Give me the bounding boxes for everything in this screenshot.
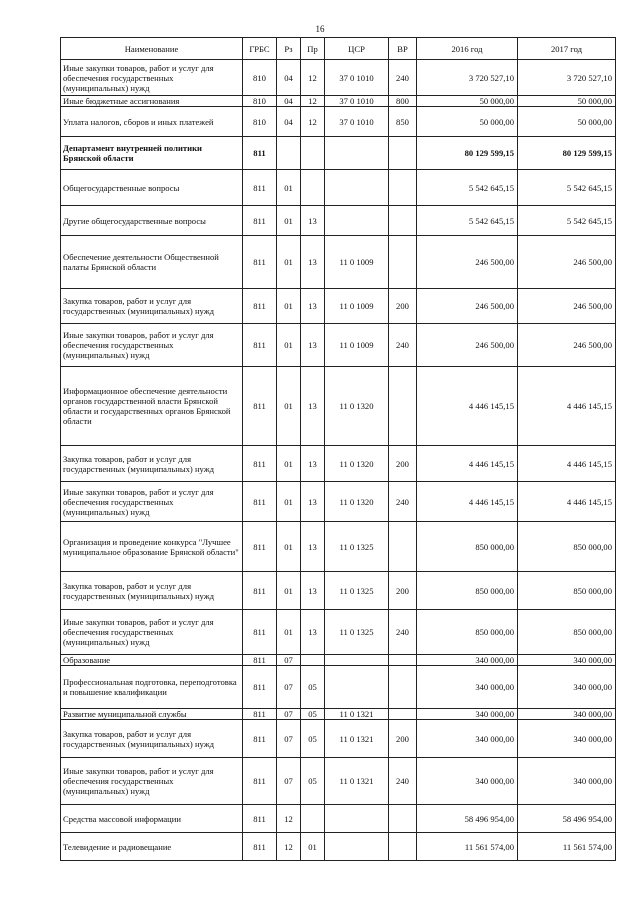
- row-csr: 37 0 1010: [325, 107, 389, 137]
- table-row: [61, 96, 616, 107]
- row-rz: 07: [277, 720, 301, 758]
- row-grbs: 810: [243, 107, 277, 137]
- row-csr: 11 0 1320: [325, 446, 389, 482]
- row-grbs: 811: [243, 170, 277, 206]
- row-amount-2016: 850 000,00: [417, 522, 518, 572]
- row-pr: 12: [301, 107, 325, 137]
- row-amount-2017: 50 000,00: [518, 96, 616, 107]
- row-amount-2017: 850 000,00: [518, 572, 616, 610]
- row-csr: 11 0 1325: [325, 522, 389, 572]
- row-name: Профессиональная подготовка, переподготовка и повышение квалификации: [61, 666, 243, 709]
- row-grbs: 811: [243, 324, 277, 367]
- row-vr: 200: [389, 289, 417, 324]
- row-name: Иные бюджетные ассигнования: [61, 96, 243, 107]
- row-pr: 13: [301, 206, 325, 236]
- row-name: Телевидение и радиовещание: [61, 833, 243, 861]
- row-amount-2016: 4 446 145,15: [417, 482, 518, 522]
- row-grbs: 811: [243, 655, 277, 666]
- row-rz: 07: [277, 666, 301, 709]
- row-name: Иные закупки товаров, работ и услуг для обеспечения государственных (муниципальных) нужд: [61, 758, 243, 805]
- row-vr: [389, 137, 417, 170]
- row-pr: 05: [301, 666, 325, 709]
- row-grbs: 811: [243, 709, 277, 720]
- row-amount-2016: 5 542 645,15: [417, 170, 518, 206]
- row-grbs: 811: [243, 666, 277, 709]
- table-row: [61, 758, 616, 805]
- row-amount-2017: 246 500,00: [518, 289, 616, 324]
- row-amount-2016: 340 000,00: [417, 666, 518, 709]
- row-name: Иные закупки товаров, работ и услуг для обеспечения государственных (муниципальных) нужд: [61, 60, 243, 96]
- row-amount-2016: 850 000,00: [417, 610, 518, 655]
- row-amount-2017: 850 000,00: [518, 522, 616, 572]
- row-vr: 200: [389, 446, 417, 482]
- row-amount-2016: 340 000,00: [417, 758, 518, 805]
- row-grbs: 811: [243, 206, 277, 236]
- table-row: [61, 709, 616, 720]
- row-vr: 240: [389, 610, 417, 655]
- row-amount-2017: 58 496 954,00: [518, 805, 616, 833]
- header-name: Наименование: [61, 38, 243, 60]
- row-vr: 240: [389, 324, 417, 367]
- row-csr: [325, 805, 389, 833]
- header-csr: ЦСР: [325, 38, 389, 60]
- row-rz: 04: [277, 96, 301, 107]
- row-name: Информационное обеспечение деятельности органов государственной власти Брянской области и государственных органов Брянской области: [61, 367, 243, 446]
- row-name: Закупка товаров, работ и услуг для государственных (муниципальных) нужд: [61, 446, 243, 482]
- header-row: [61, 38, 616, 60]
- table-row: [61, 367, 616, 446]
- header-grbs: ГРБС: [243, 38, 277, 60]
- row-pr: 12: [301, 60, 325, 96]
- row-amount-2017: 246 500,00: [518, 324, 616, 367]
- row-pr: 13: [301, 482, 325, 522]
- row-grbs: 811: [243, 833, 277, 861]
- row-vr: 850: [389, 107, 417, 137]
- row-vr: [389, 655, 417, 666]
- row-amount-2016: 50 000,00: [417, 96, 518, 107]
- row-vr: [389, 236, 417, 289]
- row-rz: 12: [277, 805, 301, 833]
- row-csr: [325, 666, 389, 709]
- row-grbs: 811: [243, 289, 277, 324]
- row-csr: 37 0 1010: [325, 96, 389, 107]
- row-rz: 01: [277, 236, 301, 289]
- row-pr: [301, 655, 325, 666]
- row-rz: 12: [277, 833, 301, 861]
- row-grbs: 811: [243, 367, 277, 446]
- row-name: Закупка товаров, работ и услуг для государственных (муниципальных) нужд: [61, 289, 243, 324]
- row-pr: 13: [301, 324, 325, 367]
- row-csr: 11 0 1325: [325, 572, 389, 610]
- row-amount-2016: 340 000,00: [417, 709, 518, 720]
- row-name: Департамент внутренней политики Брянской области: [61, 137, 243, 170]
- row-amount-2016: 340 000,00: [417, 720, 518, 758]
- row-name: Развитие муниципальной службы: [61, 709, 243, 720]
- row-amount-2016: 850 000,00: [417, 572, 518, 610]
- row-grbs: 811: [243, 522, 277, 572]
- row-rz: 01: [277, 324, 301, 367]
- row-rz: 07: [277, 709, 301, 720]
- row-amount-2016: 5 542 645,15: [417, 206, 518, 236]
- row-vr: [389, 833, 417, 861]
- row-csr: 11 0 1325: [325, 610, 389, 655]
- row-name: Другие общегосударственные вопросы: [61, 206, 243, 236]
- row-amount-2017: 340 000,00: [518, 720, 616, 758]
- row-amount-2016: 80 129 599,15: [417, 137, 518, 170]
- row-csr: 11 0 1320: [325, 367, 389, 446]
- row-amount-2016: 246 500,00: [417, 324, 518, 367]
- table-row: [61, 236, 616, 289]
- budget-table: [60, 37, 616, 861]
- row-name: Иные закупки товаров, работ и услуг для обеспечения государственных (муниципальных) нужд: [61, 482, 243, 522]
- row-csr: [325, 170, 389, 206]
- row-amount-2017: 850 000,00: [518, 610, 616, 655]
- row-csr: 11 0 1009: [325, 324, 389, 367]
- row-pr: 13: [301, 446, 325, 482]
- row-amount-2016: 246 500,00: [417, 236, 518, 289]
- row-amount-2017: 4 446 145,15: [518, 367, 616, 446]
- table-row: [61, 720, 616, 758]
- row-vr: [389, 206, 417, 236]
- row-name: Иные закупки товаров, работ и услуг для обеспечения государственных (муниципальных) нужд: [61, 610, 243, 655]
- table-body: [61, 60, 616, 861]
- row-name: Средства массовой информации: [61, 805, 243, 833]
- row-name: Общегосударственные вопросы: [61, 170, 243, 206]
- row-vr: 800: [389, 96, 417, 107]
- row-name: Организация и проведение конкурса "Лучшее муниципальное образование Брянской области": [61, 522, 243, 572]
- row-amount-2017: 246 500,00: [518, 236, 616, 289]
- row-rz: 01: [277, 289, 301, 324]
- row-pr: 13: [301, 236, 325, 289]
- row-pr: 01: [301, 833, 325, 861]
- row-csr: 11 0 1320: [325, 482, 389, 522]
- row-amount-2017: 11 561 574,00: [518, 833, 616, 861]
- row-rz: 04: [277, 107, 301, 137]
- row-csr: 11 0 1009: [325, 289, 389, 324]
- row-amount-2016: 50 000,00: [417, 107, 518, 137]
- row-csr: [325, 137, 389, 170]
- header-vr: ВР: [389, 38, 417, 60]
- row-pr: 13: [301, 572, 325, 610]
- row-vr: 240: [389, 482, 417, 522]
- row-pr: 05: [301, 720, 325, 758]
- header-2017: 2017 год: [518, 38, 616, 60]
- row-amount-2017: 5 542 645,15: [518, 206, 616, 236]
- table-row: [61, 805, 616, 833]
- row-pr: 12: [301, 96, 325, 107]
- table-row: [61, 289, 616, 324]
- row-rz: 07: [277, 655, 301, 666]
- row-grbs: 811: [243, 805, 277, 833]
- row-amount-2016: 246 500,00: [417, 289, 518, 324]
- row-csr: 11 0 1321: [325, 758, 389, 805]
- row-vr: 200: [389, 720, 417, 758]
- table-row: [61, 446, 616, 482]
- table-row: [61, 482, 616, 522]
- row-amount-2016: 340 000,00: [417, 655, 518, 666]
- row-grbs: 811: [243, 482, 277, 522]
- row-amount-2016: 4 446 145,15: [417, 446, 518, 482]
- row-vr: 240: [389, 60, 417, 96]
- row-name: Закупка товаров, работ и услуг для государственных (муниципальных) нужд: [61, 572, 243, 610]
- row-amount-2017: 340 000,00: [518, 655, 616, 666]
- row-amount-2017: 340 000,00: [518, 709, 616, 720]
- row-rz: 01: [277, 610, 301, 655]
- row-amount-2016: 4 446 145,15: [417, 367, 518, 446]
- row-pr: [301, 170, 325, 206]
- row-rz: 01: [277, 170, 301, 206]
- table-row: [61, 522, 616, 572]
- row-rz: 01: [277, 367, 301, 446]
- row-amount-2017: 4 446 145,15: [518, 446, 616, 482]
- row-csr: 11 0 1009: [325, 236, 389, 289]
- row-rz: 01: [277, 572, 301, 610]
- row-rz: 01: [277, 206, 301, 236]
- row-amount-2017: 4 446 145,15: [518, 482, 616, 522]
- row-vr: [389, 170, 417, 206]
- row-vr: 240: [389, 758, 417, 805]
- row-rz: 01: [277, 446, 301, 482]
- row-csr: 11 0 1321: [325, 720, 389, 758]
- table-row: [61, 137, 616, 170]
- header-2016: 2016 год: [417, 38, 518, 60]
- row-pr: [301, 137, 325, 170]
- row-pr: 05: [301, 758, 325, 805]
- row-rz: 01: [277, 482, 301, 522]
- row-vr: [389, 522, 417, 572]
- row-rz: 04: [277, 60, 301, 96]
- table-row: [61, 833, 616, 861]
- row-csr: 11 0 1321: [325, 709, 389, 720]
- row-rz: 01: [277, 522, 301, 572]
- row-pr: 13: [301, 289, 325, 324]
- table-row: [61, 206, 616, 236]
- table-row: [61, 107, 616, 137]
- row-csr: [325, 655, 389, 666]
- row-grbs: 811: [243, 572, 277, 610]
- row-pr: 13: [301, 610, 325, 655]
- page-number: 16: [315, 24, 325, 34]
- table-row: [61, 324, 616, 367]
- row-grbs: 811: [243, 720, 277, 758]
- row-pr: 13: [301, 367, 325, 446]
- row-grbs: 810: [243, 96, 277, 107]
- row-vr: [389, 805, 417, 833]
- row-amount-2017: 3 720 527,10: [518, 60, 616, 96]
- table-row: [61, 60, 616, 96]
- row-csr: [325, 206, 389, 236]
- row-grbs: 811: [243, 446, 277, 482]
- row-amount-2017: 340 000,00: [518, 666, 616, 709]
- header-pr: Пр: [301, 38, 325, 60]
- row-amount-2016: 11 561 574,00: [417, 833, 518, 861]
- row-pr: 13: [301, 522, 325, 572]
- row-vr: 200: [389, 572, 417, 610]
- row-name: Закупка товаров, работ и услуг для государственных (муниципальных) нужд: [61, 720, 243, 758]
- row-csr: 37 0 1010: [325, 60, 389, 96]
- row-name: Обеспечение деятельности Общественной палаты Брянской области: [61, 236, 243, 289]
- row-amount-2017: 80 129 599,15: [518, 137, 616, 170]
- row-pr: [301, 805, 325, 833]
- header-rz: Рз: [277, 38, 301, 60]
- table-row: [61, 610, 616, 655]
- table-row: [61, 655, 616, 666]
- row-amount-2016: 58 496 954,00: [417, 805, 518, 833]
- row-name: Иные закупки товаров, работ и услуг для обеспечения государственных (муниципальных) нужд: [61, 324, 243, 367]
- row-name: Образование: [61, 655, 243, 666]
- row-name: Уплата налогов, сборов и иных платежей: [61, 107, 243, 137]
- row-vr: [389, 367, 417, 446]
- table-row: [61, 666, 616, 709]
- row-grbs: 811: [243, 137, 277, 170]
- row-amount-2017: 340 000,00: [518, 758, 616, 805]
- row-amount-2017: 5 542 645,15: [518, 170, 616, 206]
- row-grbs: 810: [243, 60, 277, 96]
- row-grbs: 811: [243, 610, 277, 655]
- row-amount-2016: 3 720 527,10: [417, 60, 518, 96]
- table-row: [61, 572, 616, 610]
- row-grbs: 811: [243, 236, 277, 289]
- row-vr: [389, 709, 417, 720]
- row-rz: 07: [277, 758, 301, 805]
- row-vr: [389, 666, 417, 709]
- row-pr: 05: [301, 709, 325, 720]
- row-grbs: 811: [243, 758, 277, 805]
- table-row: [61, 170, 616, 206]
- row-amount-2017: 50 000,00: [518, 107, 616, 137]
- row-rz: [277, 137, 301, 170]
- row-csr: [325, 833, 389, 861]
